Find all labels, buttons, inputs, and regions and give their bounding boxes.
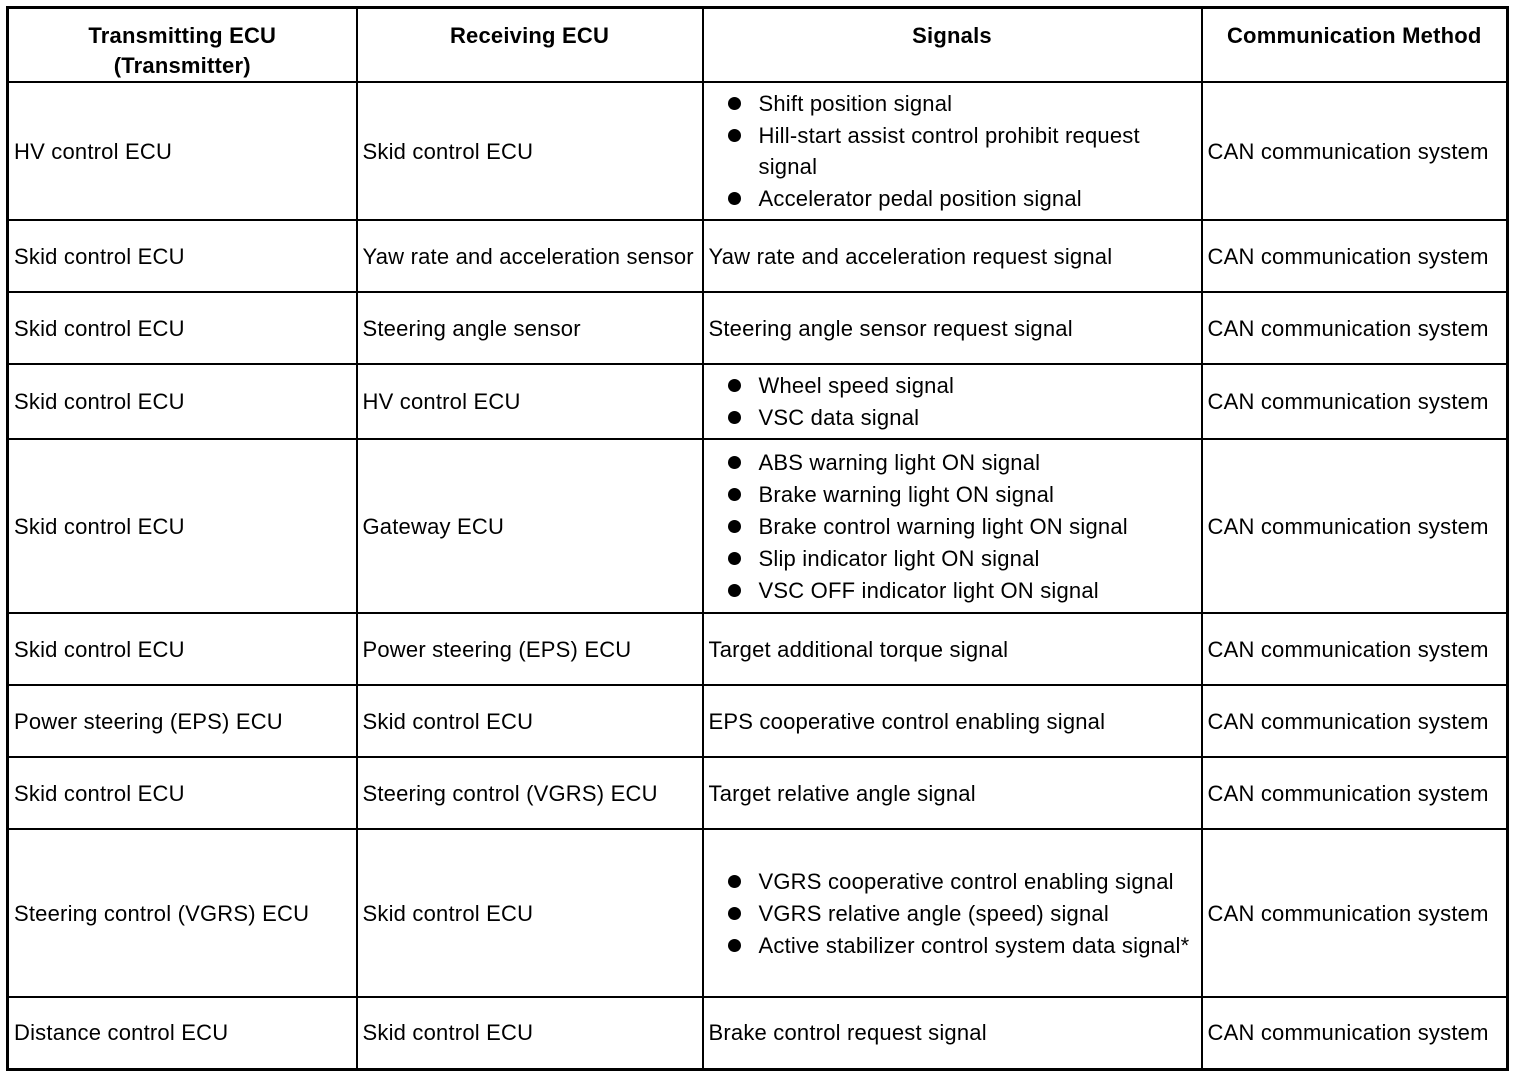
method-cell: CAN communication system xyxy=(1202,997,1508,1069)
signal-list xyxy=(709,367,1196,436)
table-row xyxy=(8,613,1508,685)
header-transmitting-ecu: Transmitting ECU (Transmitter) xyxy=(8,8,357,83)
transmitter-cell: Power steering (EPS) ECU xyxy=(8,685,357,757)
signals-cell xyxy=(703,82,1202,220)
signal-list-item: ABS warning light ON signal xyxy=(759,447,1196,478)
transmitter-cell: Skid control ECU xyxy=(8,613,357,685)
signal-list-item: VSC data signal xyxy=(759,402,1196,433)
method-cell: CAN communication system xyxy=(1202,439,1508,613)
method-cell: CAN communication system xyxy=(1202,82,1508,220)
signal-list-item: Slip indicator light ON signal xyxy=(759,543,1196,574)
method-cell: CAN communication system xyxy=(1202,757,1508,829)
method-cell: CAN communication system xyxy=(1202,364,1508,439)
receiver-cell: Steering control (VGRS) ECU xyxy=(357,757,703,829)
transmitter-cell: Skid control ECU xyxy=(8,364,357,439)
method-cell: CAN communication system xyxy=(1202,220,1508,292)
signal-list xyxy=(709,863,1196,964)
receiver-cell: HV control ECU xyxy=(357,364,703,439)
receiver-cell: Gateway ECU xyxy=(357,439,703,613)
header-communication-method: Communication Method xyxy=(1202,8,1508,83)
method-cell: CAN communication system xyxy=(1202,292,1508,364)
signal-list-item: Brake warning light ON signal xyxy=(759,479,1196,510)
receiver-cell: Power steering (EPS) ECU xyxy=(357,613,703,685)
ecu-communication-table xyxy=(6,6,1509,1071)
table-body xyxy=(8,82,1508,1069)
signals-cell xyxy=(703,829,1202,997)
signal-list-item: Active stabilizer control system data signal* xyxy=(759,930,1196,961)
table-row xyxy=(8,757,1508,829)
signal-list-item: Shift position signal xyxy=(759,88,1196,119)
signals-cell: EPS cooperative control enabling signal xyxy=(703,685,1202,757)
signals-cell: Yaw rate and acceleration request signal xyxy=(703,220,1202,292)
table-row xyxy=(8,292,1508,364)
signal-list-item: Accelerator pedal position signal xyxy=(759,183,1196,214)
receiver-cell: Skid control ECU xyxy=(357,685,703,757)
signal-list-item: VSC OFF indicator light ON signal xyxy=(759,575,1196,606)
receiver-cell: Steering angle sensor xyxy=(357,292,703,364)
signals-cell xyxy=(703,364,1202,439)
signals-cell xyxy=(703,439,1202,613)
transmitter-cell: Steering control (VGRS) ECU xyxy=(8,829,357,997)
signals-cell: Steering angle sensor request signal xyxy=(703,292,1202,364)
signal-list-item: VGRS relative angle (speed) signal xyxy=(759,898,1196,929)
header-row xyxy=(8,8,1508,83)
method-cell: CAN communication system xyxy=(1202,829,1508,997)
table-row xyxy=(8,364,1508,439)
signal-list xyxy=(709,85,1196,217)
table-row xyxy=(8,685,1508,757)
receiver-cell: Skid control ECU xyxy=(357,997,703,1069)
table-row xyxy=(8,220,1508,292)
signal-list-item: Hill-start assist control prohibit request signal xyxy=(759,120,1196,182)
receiver-cell: Skid control ECU xyxy=(357,82,703,220)
table-row xyxy=(8,997,1508,1069)
method-cell: CAN communication system xyxy=(1202,685,1508,757)
transmitter-cell: Skid control ECU xyxy=(8,220,357,292)
signal-list xyxy=(709,444,1196,609)
receiver-cell: Yaw rate and acceleration sensor xyxy=(357,220,703,292)
table-row xyxy=(8,439,1508,613)
signal-list-item: VGRS cooperative control enabling signal xyxy=(759,866,1196,897)
signal-list-item: Brake control warning light ON signal xyxy=(759,511,1196,542)
transmitter-cell: Skid control ECU xyxy=(8,757,357,829)
signals-cell: Target additional torque signal xyxy=(703,613,1202,685)
header-receiving-ecu: Receiving ECU xyxy=(357,8,703,83)
transmitter-cell: Distance control ECU xyxy=(8,997,357,1069)
transmitter-cell: Skid control ECU xyxy=(8,439,357,613)
method-cell: CAN communication system xyxy=(1202,613,1508,685)
transmitter-cell: HV control ECU xyxy=(8,82,357,220)
table-row xyxy=(8,829,1508,997)
receiver-cell: Skid control ECU xyxy=(357,829,703,997)
table-row xyxy=(8,82,1508,220)
header-signals: Signals xyxy=(703,8,1202,83)
transmitter-cell: Skid control ECU xyxy=(8,292,357,364)
signals-cell: Brake control request signal xyxy=(703,997,1202,1069)
signal-list-item: Wheel speed signal xyxy=(759,370,1196,401)
signals-cell: Target relative angle signal xyxy=(703,757,1202,829)
